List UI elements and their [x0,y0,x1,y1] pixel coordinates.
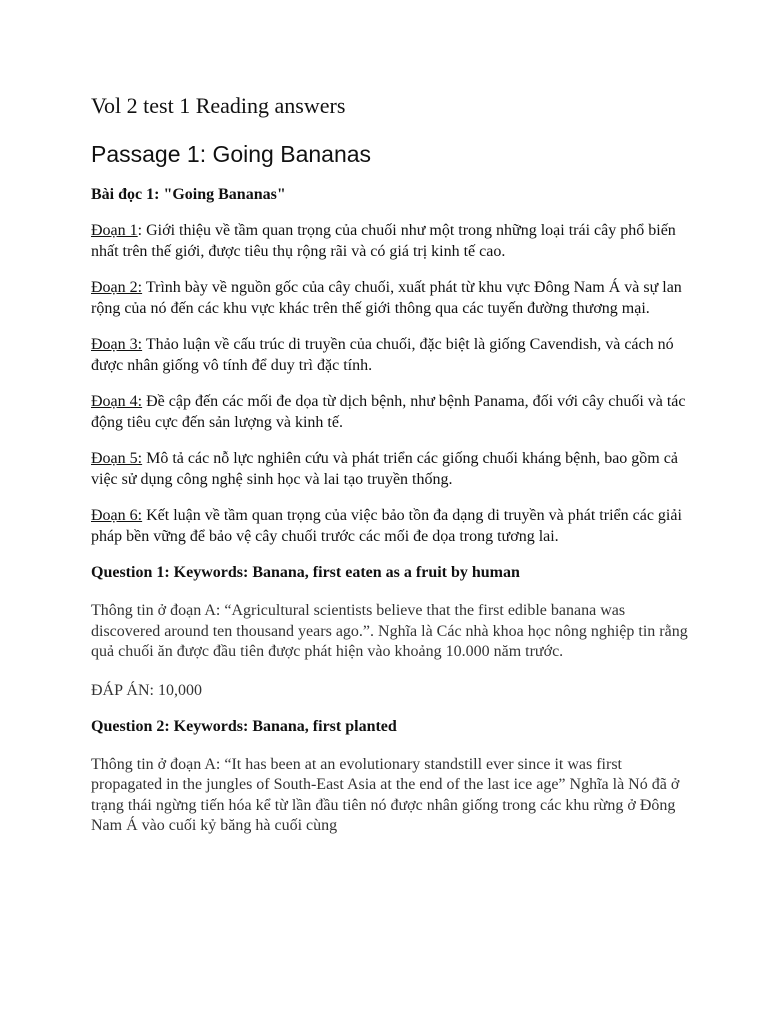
question-1-answer: ĐÁP ÁN: 10,000 [91,681,202,699]
paragraph-label: Đoạn 3: [91,336,143,353]
paragraph-summary-2 [91,278,691,319]
paragraph-text: : Giới thiệu về tầm quan trọng của chuối như một trong những loại trái cây phổ biến nhất trên thế giới, được tiêu thụ rộng rãi và có giá trị kinh tế cao. [91,222,676,260]
paragraph-summary-1 [91,221,691,262]
paragraph-text: Mô tả các nỗ lực nghiên cứu và phát triển các giống chuối kháng bệnh, bao gồm cả việc sử dụng công nghệ sinh học và lai tạo truyền thống. [91,450,678,488]
paragraph-label: Đoạn 1 [91,222,138,239]
question-1-info: Thông tin ở đoạn A: “Agricultural scientists believe that the first edible banana was discovered around ten thousand years ago.”. Nghĩa là Các nhà khoa học nông nghiệp tin rằng quả chuối ăn được đầu tiên được phát hiện vào khoảng 10.000 năm trước. [91,602,688,660]
question-1-heading: Question 1: Keywords: Banana, first eaten as a fruit by human [91,564,520,581]
document-page [91,92,691,837]
question-2-heading: Question 2: Keywords: Banana, first planted [91,717,397,735]
paragraph-text: Kết luận về tầm quan trọng của việc bảo tồn đa dạng di truyền và phát triển các giải pháp bền vững để bảo vệ cây chuối trước các mối đe dọa trong tương lai. [91,507,682,545]
paragraph-summary-5 [91,449,691,490]
document-title: Vol 2 test 1 Reading answers [91,93,346,118]
paragraph-label: Đoạn 5: [91,450,143,467]
paragraph-label: Đoạn 6: [91,507,143,524]
question-2-info: Thông tin ở đoạn A: “It has been at an evolutionary standstill ever since it was first propagated in the jungles of South-East Asia at the end of the last ice age” Nghĩa là Nó đã ở trạng thái ngừng tiến hóa kể từ lần đầu tiên nó được nhân giống trong các khu rừng ở Đông Nam Á vào cuối kỷ băng hà cuối cùng [91,755,680,834]
paragraph-summary-4 [91,392,691,433]
passage-title: Passage 1: Going Bananas [91,141,372,167]
paragraph-text: Thảo luận về cấu trúc di truyền của chuối, đặc biệt là giống Cavendish, và cách nó được nhân giống vô tính để duy trì đặc tính. [91,336,674,374]
paragraph-text: Trình bày về nguồn gốc của cây chuối, xuất phát từ khu vực Đông Nam Á và sự lan rộng của nó đến các khu vực khác trên thế giới thông qua các tuyến đường thương mại. [91,279,682,317]
paragraph-text: Đề cập đến các mối đe dọa từ dịch bệnh, như bệnh Panama, đối với cây chuối và tác động tiêu cực đến sản lượng và kinh tế. [91,393,686,431]
paragraph-label: Đoạn 2: [91,279,143,296]
paragraph-label: Đoạn 4: [91,393,143,410]
lesson-title: Bài đọc 1: "Going Bananas" [91,186,286,203]
paragraph-summary-6 [91,506,691,547]
paragraph-summary-3 [91,335,691,376]
